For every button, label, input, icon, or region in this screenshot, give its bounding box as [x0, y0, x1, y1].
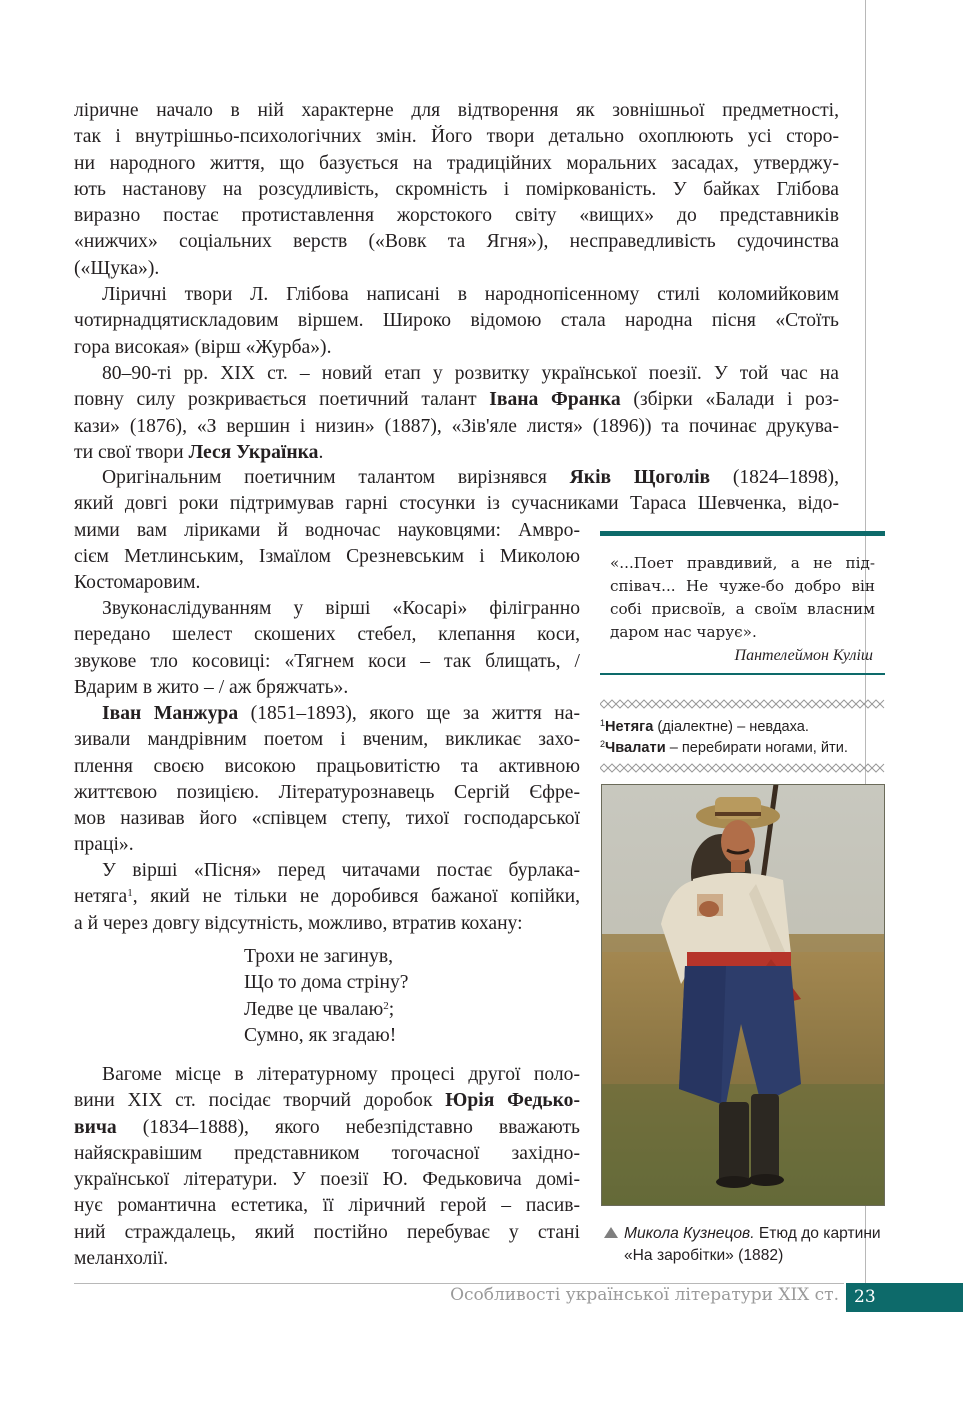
paragraph-manzhura [74, 701, 580, 859]
quote-author: Пантелеймон Куліш [734, 647, 873, 664]
footnote-2: $^2$Чвалати – перебирати ногами, йти. [600, 739, 848, 756]
text-line: ти свої твори Леся Українка. [74, 441, 324, 463]
quote-line: співач... Не чуже-бо добро він [610, 577, 875, 595]
name-shchoholiv: Яків Щоголів [569, 467, 711, 488]
poem-line: Ледве це чвалаю$^2$; [244, 998, 395, 1020]
quote-line: собі присвоїв, а своїм власним [610, 600, 875, 618]
text-line: мими вам ліриками й водночас науковцями: Амвро- [74, 519, 580, 541]
footnote-ref[interactable]: 1 [127, 887, 133, 900]
footnote-ref[interactable]: 2 [383, 999, 389, 1012]
paragraph-pisnya [74, 858, 580, 937]
quote-line: «...Поет правдивий, а не під- [610, 554, 875, 572]
text-line: У вірші «Пісня» перед читачами постає бурлака- [102, 860, 580, 881]
name-fedkovych: Юрія Федько- [445, 1090, 580, 1112]
text-line: а й через довгу відсутність, можливо, втратив кохану: [74, 912, 523, 934]
text-line: передано шелест скошених стебел, клепання коси, [74, 624, 580, 646]
text-line: плення своєю високою працьовитістю та активною [74, 755, 580, 777]
poem-line: Трохи не загинув, [244, 946, 393, 967]
text-line: ний страждалець, який постійно перебуває у стані [74, 1221, 580, 1243]
text-line: ють настанову на розсудливість, скромність і поміркованість. У байках Глібова [74, 178, 839, 200]
text-line: «нижчих» соціальних верств («Вовк та Ягня»), несправедливість судочинства [74, 231, 839, 253]
text-line: вини XIX ст. посідає творчий доробок Юрія Федько- [74, 1090, 580, 1112]
text-line: Ліричні твори Л. Глібова написані в народнопісенному стилі коломийковим [102, 284, 839, 305]
triangle-icon [604, 1227, 618, 1238]
paragraph-franko [74, 361, 839, 466]
caption-author: Микола Кузнецов. [624, 1225, 755, 1242]
painting-caption [604, 1223, 881, 1267]
text-line: 80–90-ті рр. XIX ст. – новий етап у розвитку української поезії. У той час на [102, 363, 839, 384]
paragraph-glibov-fables [74, 98, 839, 282]
text-line: меланхолії. [74, 1248, 169, 1270]
text-line: повну силу розкривається поетичний талант Івана Франка (збірки «Балади і роз- [74, 389, 840, 411]
text-line: найяскравішим представником тогочасної західно- [74, 1142, 580, 1164]
page-number: 23 [846, 1283, 963, 1312]
name-franko: Івана Франка [489, 389, 621, 411]
footnote-1: $^1$Нетяга (діалектне) – невдаха. [600, 718, 809, 735]
text-line: нетяга$^1$, який не тільки не доробився бажаної копійки, [74, 886, 580, 908]
text-line: сієм Метлинським, Ізмаїлом Срезневським і Миколою [74, 545, 580, 567]
quote-bottom-bar [600, 673, 885, 675]
quote-text [600, 536, 885, 644]
text-line: ни народного життя, що базується на традиційних моральних засадах, утверджу- [74, 152, 839, 174]
paragraph-glibov-lyrics [74, 282, 839, 361]
text-line: кази» (1876), «З вершин і низин» (1887), «Зів'яле листя» (1896)) та починає друкува- [74, 415, 839, 437]
text-line: Вагоме місце в літературному процесі другої поло- [102, 1064, 580, 1085]
text-line: Костомаровим. [74, 572, 201, 594]
text-line: праці». [74, 834, 134, 856]
footnote-term: Чвалати [605, 740, 666, 756]
text-line: який довгі роки підтримував гарні стосунки із сучасниками Тараса Шевченка, відо- [74, 493, 839, 515]
ornament-divider [600, 699, 885, 709]
text-line: Оригінальним поетичним талантом вирізнявся Яків Щоголів (1824–1898), [102, 467, 839, 488]
text-line: гора високая» (вірш «Журба»). [74, 336, 332, 358]
footnotes [600, 717, 848, 759]
text-line: ліричне начало в ній характерне для відтворення як зовнішньої предметності, [74, 100, 839, 121]
text-line: звукове тло косовиці: «Тягнем коси – так блищать, / [74, 650, 580, 672]
text-line: нує романтична естетика, її ліричний герой – пасив- [74, 1195, 580, 1217]
text-line: Іван Манжура (1851–1893), якого ще за життя на- [102, 703, 580, 724]
poem-line: Що то дома стріну? [244, 972, 409, 994]
quote-line: даром нас чарує». [610, 623, 757, 641]
poem-line: Сумно, як згадаю! [244, 1024, 397, 1046]
text-line: Звуконаслідуванням у вірші «Косарі» філігранно [102, 598, 580, 619]
text-line: так і внутрішньо-психологічних змін. Його твори детально охоплюють усі сторо- [74, 126, 839, 148]
caption-title-line2: «На заробітки» (1882) [624, 1247, 784, 1264]
text-line: («Щука»). [74, 257, 160, 279]
name-lesya: Леся Українка [188, 441, 319, 463]
paragraph-kosari [74, 596, 580, 701]
paragraph-fedkovych [74, 1062, 580, 1272]
footer-rule [74, 1283, 844, 1284]
name-manzhura: Іван Манжура [102, 703, 239, 724]
text-line: Вдарим в жито – / аж бряжчать». [74, 676, 349, 698]
footnote-term: Нетяга [605, 719, 654, 735]
text-line: чотирнадцятискладовим віршем. Широко відомою стала народна пісня «Стоїть [74, 310, 839, 332]
text-line: виразно постає протиставлення жорстокого світу «вищих» до представників [74, 205, 839, 227]
painting-image [601, 784, 885, 1206]
text-line: вича (1834–1888), якого небезпідставно вважають [74, 1116, 580, 1138]
text-line: зивали мандрівним поетом і вченим, викликає захо- [74, 729, 580, 751]
running-footer-title: Особливості української літератури XIX ст. [450, 1285, 839, 1305]
text-line: української літератури. У поезії Ю. Федьковича домі- [74, 1169, 580, 1191]
text-line: життєвою позицією. Літературознавець Сергій Єфре- [74, 781, 580, 803]
text-line: мов називав його «співцем степу, тихої господарської [74, 808, 580, 830]
kulish-quote-box [600, 531, 885, 665]
poem-quote [244, 944, 408, 1049]
caption-title-line1: Етюд до картини [754, 1225, 881, 1242]
ornament-divider [600, 763, 885, 773]
